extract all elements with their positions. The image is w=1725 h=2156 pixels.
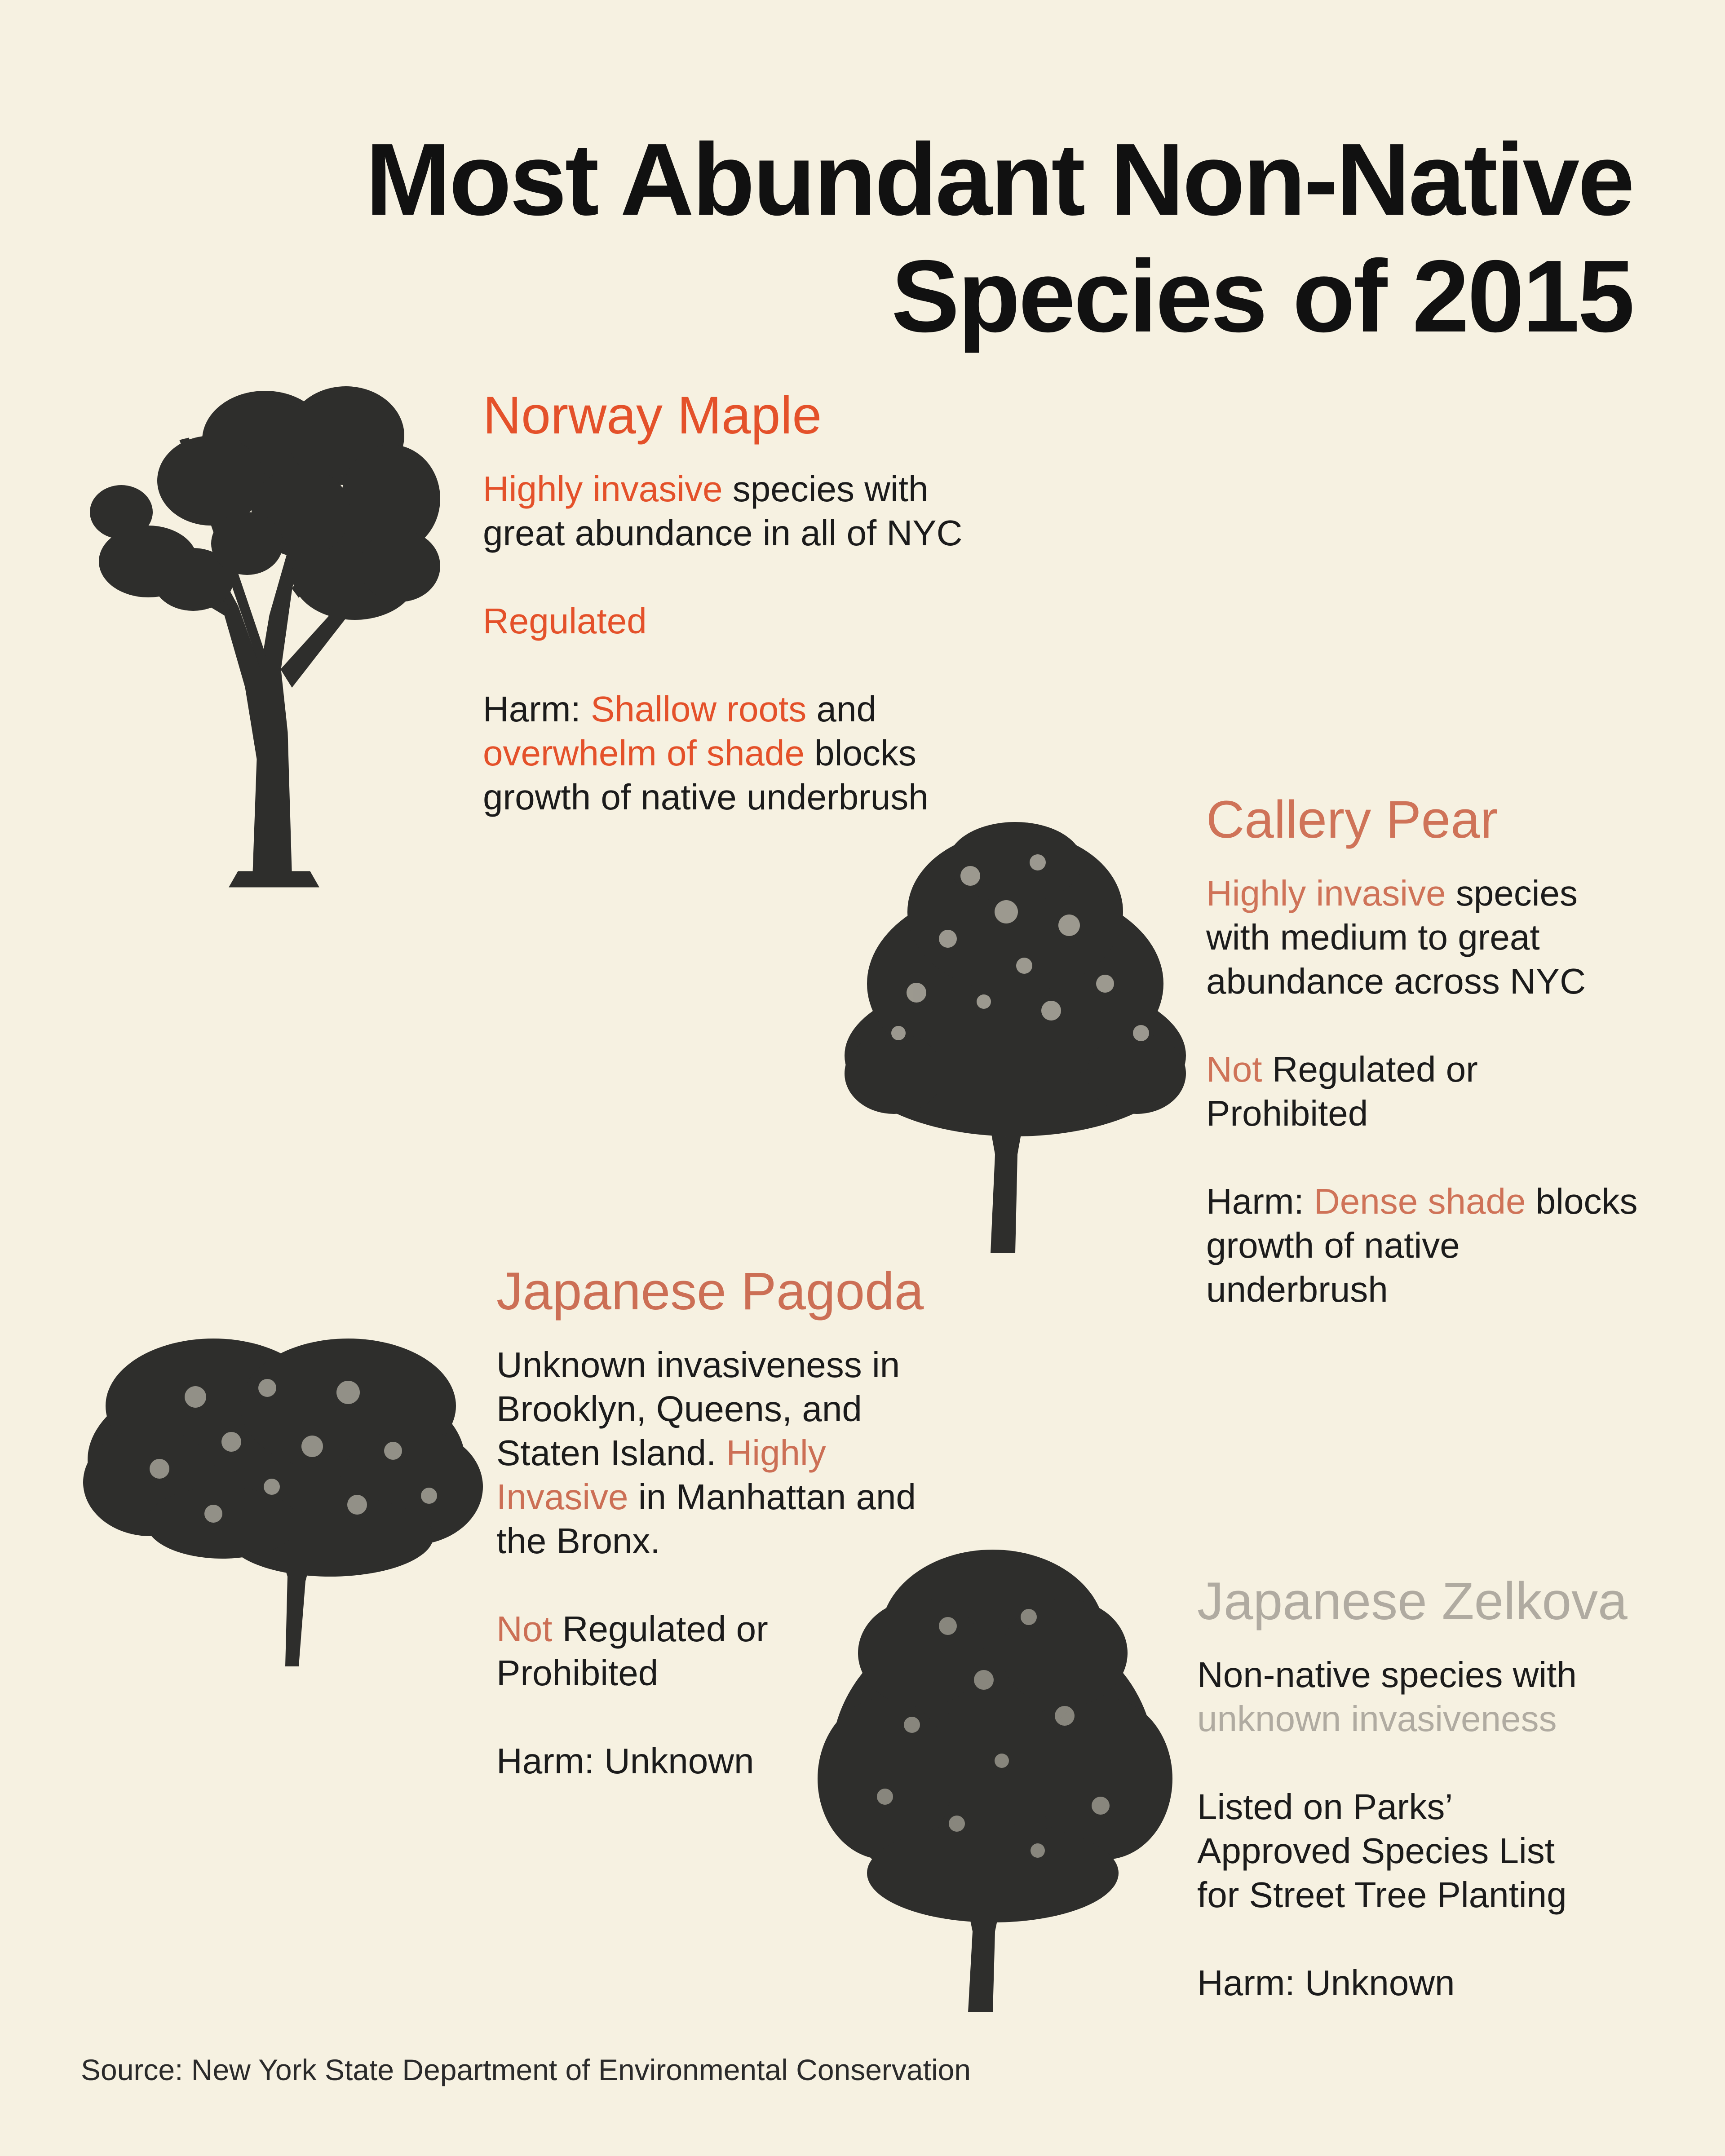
description-text: Regulated or bbox=[552, 1609, 768, 1649]
description-text: Unknown invasiveness in bbox=[496, 1345, 900, 1385]
regulation-status bbox=[1206, 1047, 1637, 1091]
harm-line bbox=[483, 731, 962, 775]
maple-tree-silhouette-icon bbox=[76, 364, 454, 889]
harm-line bbox=[483, 687, 962, 731]
description-spacer bbox=[1206, 1003, 1637, 1047]
regulation-status bbox=[1197, 1829, 1628, 1873]
description-text: blocks bbox=[804, 733, 916, 773]
description-text: Harm: Unknown bbox=[1197, 1963, 1455, 2003]
page-title bbox=[330, 121, 1633, 355]
highlight-text: Highly bbox=[726, 1433, 826, 1473]
description-text: Staten Island. bbox=[496, 1433, 726, 1473]
title-line-1: Most Abundant Non-Native bbox=[365, 123, 1633, 237]
description-line bbox=[1206, 959, 1637, 1003]
regulation-status bbox=[1197, 1785, 1628, 1829]
description-text: Harm: bbox=[483, 689, 591, 729]
species-description bbox=[1197, 1653, 1628, 2005]
highlight-text: Invasive bbox=[496, 1477, 628, 1517]
description-line bbox=[483, 511, 962, 555]
harm-line bbox=[1206, 1224, 1637, 1268]
description-line bbox=[496, 1431, 924, 1475]
highlight-text: Highly invasive bbox=[1206, 873, 1446, 913]
description-text: underbrush bbox=[1206, 1269, 1388, 1309]
species-description bbox=[1206, 871, 1637, 1312]
description-line bbox=[1206, 915, 1637, 959]
regulation-status bbox=[1197, 1873, 1628, 1917]
species-block-japanese-zelkova bbox=[1197, 1572, 1628, 2005]
highlight-text: unknown invasiveness bbox=[1197, 1699, 1557, 1739]
description-text: and bbox=[806, 689, 876, 729]
description-spacer bbox=[483, 643, 962, 687]
description-line bbox=[483, 467, 962, 511]
description-line bbox=[496, 1343, 924, 1387]
description-text: growth of native bbox=[1206, 1225, 1460, 1265]
description-line bbox=[1197, 1653, 1628, 1697]
title-line-2: Species of 2015 bbox=[891, 239, 1633, 353]
description-text: great abundance in all of NYC bbox=[483, 513, 963, 553]
highlight-text: overwhelm of shade bbox=[483, 733, 805, 773]
description-text: Harm: bbox=[1206, 1181, 1314, 1221]
species-name: Norway Maple bbox=[483, 386, 822, 445]
species-description bbox=[483, 467, 962, 819]
description-text: Brooklyn, Queens, and bbox=[496, 1389, 862, 1429]
highlight-text: Highly invasive bbox=[483, 469, 723, 509]
harm-line bbox=[1206, 1268, 1637, 1312]
species-name: Callery Pear bbox=[1206, 790, 1498, 849]
description-spacer bbox=[483, 555, 962, 599]
description-text: Harm: Unknown bbox=[496, 1741, 754, 1781]
description-text: Prohibited bbox=[496, 1653, 659, 1693]
description-line bbox=[496, 1475, 924, 1519]
species-block-callery-pear bbox=[1206, 791, 1637, 1312]
pear-tree-silhouette-icon bbox=[836, 822, 1190, 1258]
species-name: Japanese Zelkova bbox=[1197, 1572, 1628, 1631]
description-text: Approved Species List bbox=[1197, 1831, 1555, 1871]
harm-line bbox=[1206, 1180, 1637, 1224]
description-text: Listed on Parks’ bbox=[1197, 1787, 1453, 1827]
harm-line bbox=[1197, 1961, 1628, 2005]
zelkova-tree-silhouette-icon bbox=[813, 1545, 1177, 2012]
species-name: Japanese Pagoda bbox=[496, 1262, 924, 1321]
description-text: in Manhattan and bbox=[628, 1477, 916, 1517]
description-text: abundance across NYC bbox=[1206, 961, 1586, 1001]
regulation-status bbox=[483, 599, 962, 643]
description-text: for Street Tree Planting bbox=[1197, 1875, 1567, 1915]
description-spacer bbox=[1197, 1741, 1628, 1785]
description-text: species with bbox=[722, 469, 929, 509]
highlight-text: Not bbox=[496, 1609, 553, 1649]
description-spacer bbox=[1197, 1917, 1628, 1961]
description-line bbox=[496, 1387, 924, 1431]
description-text: Regulated or bbox=[1262, 1049, 1478, 1089]
source-credit: Source: New York State Department of Environmental Conservation bbox=[81, 2053, 971, 2086]
description-text: species bbox=[1446, 873, 1578, 913]
highlight-text: Shallow roots bbox=[591, 689, 807, 729]
description-text: growth of native underbrush bbox=[483, 777, 929, 817]
description-text: the Bronx. bbox=[496, 1521, 660, 1561]
highlight-text: Regulated bbox=[483, 601, 647, 641]
description-text: Prohibited bbox=[1206, 1093, 1368, 1133]
description-text: Non-native species with bbox=[1197, 1655, 1577, 1695]
description-text: with medium to great bbox=[1206, 917, 1540, 957]
description-text: blocks bbox=[1526, 1181, 1638, 1221]
highlight-text: Dense shade bbox=[1314, 1181, 1526, 1221]
description-line bbox=[1206, 871, 1637, 915]
pagoda-tree-silhouette-icon bbox=[79, 1325, 487, 1666]
species-block-norway-maple bbox=[483, 386, 962, 819]
regulation-status bbox=[1206, 1091, 1637, 1135]
highlight-text: Not bbox=[1206, 1049, 1262, 1089]
description-spacer bbox=[1206, 1135, 1637, 1180]
harm-line bbox=[483, 775, 962, 819]
description-line bbox=[1197, 1697, 1628, 1741]
